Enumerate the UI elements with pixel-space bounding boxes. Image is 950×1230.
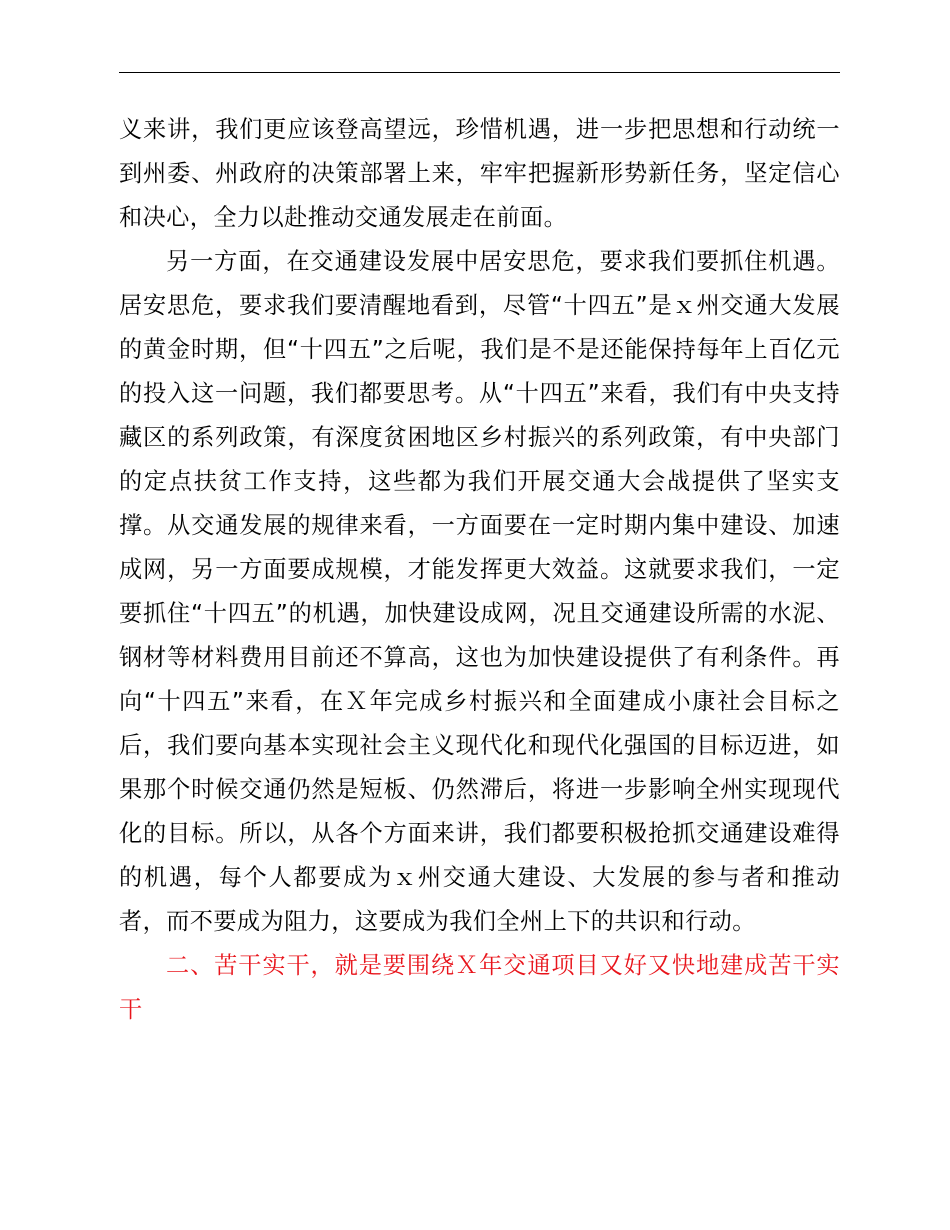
document-body: [119, 108, 840, 1032]
paragraph-continuation: 义来讲，我们更应该登高望远，珍惜机遇，进一步把思想和行动统一到州委、州政府的决策部署上来，牢牢把握新形势新任务，坚定信心和决心，全力以赴推动交通发展走在前面。: [119, 116, 840, 231]
section-heading: 二、苦干实干，就是要围绕Ｘ年交通项目又好又快地建成苦干实干: [119, 952, 840, 1023]
header-rule: [119, 72, 840, 73]
paragraph-opportunity: 另一方面，在交通建设发展中居安思危，要求我们要抓住机遇。居安思危，要求我们要清醒地看到，尽管“十四五”是ｘ州交通大发展的黄金时期，但“十四五”之后呢，我们是不是还能保持每年上百亿元的投入这一问题，我们都要思考。从“十四五”来看，我们有中央支持藏区的系列政策，有深度贫困地区乡村振兴的系列政策，有中央部门的定点扶贫工作支持，这些都为我们开展交通大会战提供了坚实支撑。从交通发展的规律来看，一方面要在一定时期内集中建设、加速成网，另一方面要成规模，才能发挥更大效益。这就要求我们，一定要抓住“十四五”的机遇，加快建设成网，况且交通建设所需的水泥、钢材等材料费用目前还不算高，这也为加快建设提供了有利条件。再向“十四五”来看，在Ｘ年完成乡村振兴和全面建成小康社会目标之后，我们要向基本实现社会主义现代化和现代化强国的目标迈进，如果那个时候交通仍然是短板、仍然滞后，将进一步影响全州实现现代化的目标。所以，从各个方面来讲，我们都要积极抢抓交通建设难得的机遇，每个人都要成为ｘ州交通大建设、大发展的参与者和推动者，而不要成为阻力，这要成为我们全州上下的共识和行动。: [119, 248, 840, 935]
